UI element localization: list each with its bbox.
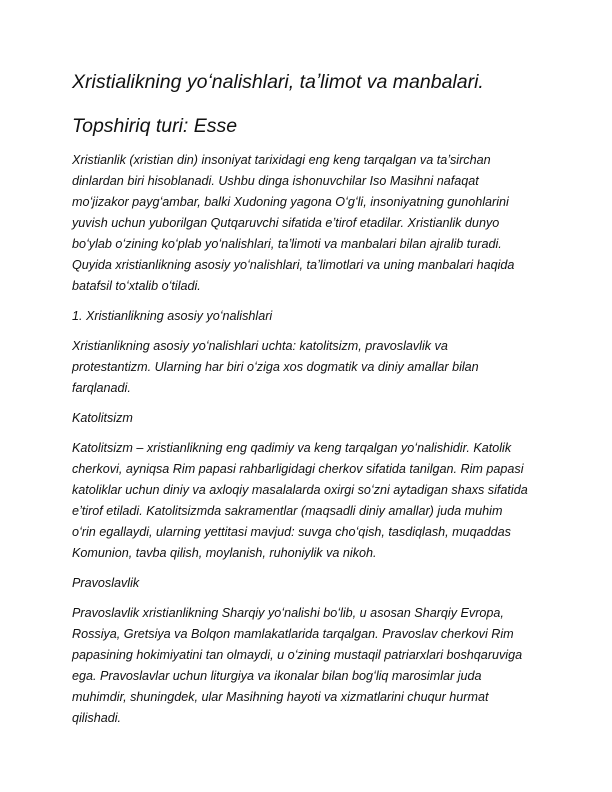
paragraph-line: Quyida xristianlikning asosiy yoʻnalishlari, taʼlimotlari va uning manbalari haqida: [72, 258, 515, 272]
paragraph-line: Rossiya, Gretsiya va Bolqon mamlakatlarida tarqalgan. Pravoslav cherkovi Rim: [72, 627, 514, 641]
paragraph-line: katoliklar uchun diniy va axloqiy masalalarda oxirgi soʻzni aytadigan shaxs sifatida: [72, 483, 528, 497]
orthodoxy-paragraph: [72, 603, 540, 729]
assignment-type: Topshiriq turi: Esse: [72, 115, 238, 137]
paragraph-line: protestantizm. Ularning har biri oʻziga xos dogmatik va diniy amallar bilan: [72, 360, 479, 374]
paragraph-line: Komunion, tavba qilish, moylanish, ruhoniylik va nikoh.: [72, 546, 377, 560]
paragraph-line: boʻylab oʻzining koʻplab yoʻnalishlari, taʼlimoti va manbalari bilan ajralib turadi.: [72, 237, 502, 251]
paragraph-line: papasining hokimiyatini tan olmaydi, u oʻzining mustaqil patriarxlari boshqaruviga: [72, 648, 523, 662]
paragraph-line: muhimdir, shuningdek, ular Masihning hayoti va xizmatlarini chuqur hurmat: [72, 690, 489, 704]
paragraph-line: Pravoslavlik xristianlikning Sharqiy yoʻnalishi boʻlib, u asosan Sharqiy Evropa,: [72, 606, 504, 620]
paragraph-line: Xristianlik (xristian din) insoniyat tarixidagi eng keng tarqalgan va taʼsirchan: [72, 153, 491, 167]
paragraph-line: oʻrin egallaydi, ularning yettitasi mavjud: suvga choʻqish, tasdiqlash, muqaddas: [72, 525, 511, 539]
document-page: [72, 70, 540, 738]
paragraph-line: Katolitsizm – xristianlikning eng qadimiy va keng tarqalgan yoʻnalishidir. Katolik: [72, 441, 512, 455]
catholicism-paragraph: [72, 438, 540, 564]
paragraph-line: dinlardan biri hisoblanadi. Ushbu dinga ishonuvchilar Iso Masihni nafaqat: [72, 174, 479, 188]
section-heading: 1. Xristianlikning asosiy yoʻnalishlari: [72, 309, 273, 323]
paragraph-line: Xristianlikning asosiy yoʻnalishlari uchta: katolitsizm, pravoslavlik va: [72, 339, 448, 353]
paragraph-line: cherkovi, ayniqsa Rim papasi rahbarligidagi cherkov sifatida tanilgan. Rim papasi: [72, 462, 524, 476]
intro-paragraph: [72, 150, 540, 297]
document-title: Xristialikning yoʻnalishlari, taʼlimot va manbalari.: [72, 71, 484, 93]
paragraph-line: moʻjizakor paygʻambar, balki Xudoning yagona Oʻgʻli, insoniyatning gunohlarini: [72, 195, 509, 209]
paragraph-line: eʼtirof etiladi. Katolitsizmda sakramentlar (maqsadli diniy amallar) juda muhim: [72, 504, 503, 518]
catholicism-heading: Katolitsizm: [72, 411, 133, 425]
paragraph-line: qilishadi.: [72, 711, 122, 725]
paragraph-line: ega. Pravoslavlar uchun liturgiya va ikonalar bilan bogʻliq marosimlar juda: [72, 669, 482, 683]
orthodoxy-heading: Pravoslavlik: [72, 576, 140, 590]
directions-paragraph: [72, 336, 540, 399]
paragraph-line: farqlanadi.: [72, 381, 131, 395]
paragraph-line: yuvish uchun yuborilgan Qutqaruvchi sifatida eʼtirof etadilar. Xristianlik dunyo: [72, 216, 500, 230]
paragraph-line: batafsil toʻxtalib oʻtiladi.: [72, 279, 201, 293]
